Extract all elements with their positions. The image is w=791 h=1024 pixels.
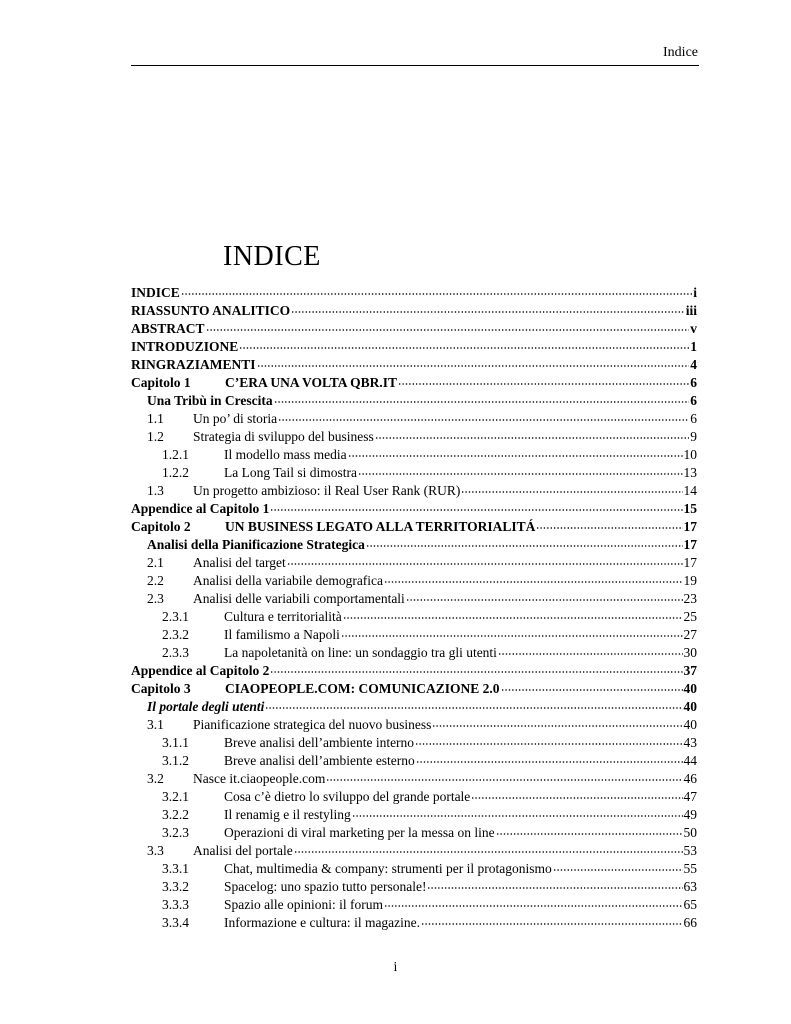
toc-entry-page: 46 [683, 771, 697, 786]
toc-entry-title: Analisi del target [193, 555, 286, 570]
toc-entry[interactable] [131, 590, 697, 608]
toc-entry-number: 1.2.2 [162, 465, 189, 480]
toc-entry[interactable] [131, 914, 697, 932]
toc-entry-title: Analisi della Pianificazione Strategica [147, 537, 365, 552]
toc-entry-title: Un progetto ambizioso: il Real User Rank (RUR) [193, 483, 461, 498]
toc-entry-title: Il familismo a Napoli [224, 627, 340, 642]
toc-entry[interactable] [131, 878, 697, 896]
dot-leader [415, 743, 682, 745]
toc-entry-number: 3.3.4 [162, 915, 189, 930]
toc-entry-page: 17 [683, 555, 697, 570]
toc-entry-number: 1.2 [147, 429, 164, 444]
dot-leader [498, 653, 683, 655]
dot-leader [287, 563, 683, 565]
toc-entry-page: 49 [683, 807, 697, 822]
toc-entry-title: UN BUSINESS LEGATO ALLA TERRITORIALITÁ [225, 519, 536, 534]
toc-entry[interactable] [131, 806, 697, 824]
toc-entry[interactable] [131, 536, 697, 554]
toc-entry[interactable] [131, 464, 697, 482]
toc-entry[interactable] [131, 608, 697, 626]
dot-leader [421, 923, 682, 925]
toc-entry-title: Appendice al Capitolo 1 [131, 501, 270, 516]
toc-entry[interactable] [131, 338, 697, 356]
toc-entry-page: 30 [683, 645, 697, 660]
toc-entry-page: 55 [683, 861, 697, 876]
toc-entry-number: 2.3.2 [162, 627, 189, 642]
dot-leader [384, 581, 682, 583]
toc-entry-number: 2.3.1 [162, 609, 189, 624]
dot-leader [274, 401, 690, 403]
toc-entry-page: 47 [683, 789, 697, 804]
toc-entry[interactable] [131, 662, 697, 680]
toc-entry-title: Analisi della variabile demografica [193, 573, 384, 588]
toc-entry-page: 17 [683, 537, 697, 552]
toc-entry-title: Analisi del portale [193, 843, 293, 858]
toc-entry[interactable] [131, 680, 697, 698]
toc-entry-title: INDICE [131, 285, 180, 300]
toc-entry[interactable] [131, 626, 697, 644]
dot-leader [553, 869, 683, 871]
toc-entry-title: Un po’ di storia [193, 411, 278, 426]
toc-entry[interactable] [131, 500, 697, 518]
dot-leader [206, 329, 690, 331]
toc-entry-title: Il modello mass media [224, 447, 347, 462]
toc-entry-title: Una Tribù in Crescita [147, 393, 273, 408]
toc-entry[interactable] [131, 734, 697, 752]
toc-entry[interactable] [131, 446, 697, 464]
dot-leader [348, 455, 683, 457]
toc-entry-number: 3.3.1 [162, 861, 189, 876]
toc-entry[interactable] [131, 392, 697, 410]
toc-entry-page: 6 [690, 393, 697, 408]
toc-entry-title: Spazio alle opinioni: il forum [224, 897, 383, 912]
toc-entry-number: 1.2.1 [162, 447, 189, 462]
dot-leader [341, 635, 683, 637]
toc-entry[interactable] [131, 896, 697, 914]
toc-entry-page: 43 [683, 735, 697, 750]
toc-entry-page: 37 [683, 663, 697, 678]
toc-entry-page: i [693, 285, 697, 300]
table-of-contents [131, 284, 697, 932]
toc-entry-number: 2.3 [147, 591, 164, 606]
toc-entry-title: C’ERA UNA VOLTA QBR.IT [225, 375, 398, 390]
toc-entry-title: Strategia di sviluppo del business [193, 429, 374, 444]
dot-leader [384, 905, 683, 907]
dot-leader [536, 527, 682, 529]
toc-entry-page: 17 [683, 519, 697, 534]
toc-entry-title: Spacelog: uno spazio tutto personale! [224, 879, 427, 894]
toc-entry-number: 3.2.2 [162, 807, 189, 822]
toc-entry-title: Operazioni di viral marketing per la messa on line [224, 825, 495, 840]
toc-entry-page: 23 [683, 591, 697, 606]
toc-entry-title: Nasce it.ciaopeople.com [193, 771, 326, 786]
toc-entry-page: 19 [683, 573, 697, 588]
toc-entry-number: Capitolo 3 [131, 681, 191, 696]
toc-entry[interactable] [131, 842, 697, 860]
toc-entry[interactable] [131, 284, 697, 302]
dot-leader [343, 617, 683, 619]
toc-entry[interactable] [131, 770, 697, 788]
dot-leader [270, 509, 682, 511]
page-title: INDICE [223, 240, 321, 272]
dot-leader [496, 833, 683, 835]
toc-entry-number: 3.1.2 [162, 753, 189, 768]
toc-entry-number: 2.2 [147, 573, 164, 588]
toc-entry-title: Cosa c’è dietro lo sviluppo del grande portale [224, 789, 471, 804]
toc-entry-title: Breve analisi dell’ambiente interno [224, 735, 415, 750]
toc-entry-page: 9 [690, 429, 697, 444]
toc-entry-title: La napoletanità on line: un sondaggio tra gli utenti [224, 645, 497, 660]
toc-entry[interactable] [131, 788, 697, 806]
dot-leader [358, 473, 682, 475]
toc-entry-title: Analisi delle variabili comportamentali [193, 591, 405, 606]
toc-entry[interactable] [131, 374, 697, 392]
dot-leader [291, 311, 685, 313]
toc-entry[interactable] [131, 302, 697, 320]
dot-leader [427, 887, 682, 889]
toc-entry-title: Chat, multimedia & company: strumenti per il protagonismo [224, 861, 552, 876]
toc-entry-number: 3.2.3 [162, 825, 189, 840]
toc-entry-number: 1.3 [147, 483, 164, 498]
dot-leader [432, 725, 682, 727]
toc-entry-number: Capitolo 2 [131, 519, 191, 534]
dot-leader [398, 383, 689, 385]
toc-entry-title: RIASSUNTO ANALITICO [131, 303, 291, 318]
toc-entry[interactable] [131, 572, 697, 590]
toc-entry-page: 6 [690, 375, 697, 390]
toc-entry-title: Appendice al Capitolo 2 [131, 663, 270, 678]
toc-entry-number: Capitolo 1 [131, 375, 191, 390]
toc-entry-title: Il portale degli utenti [147, 699, 265, 714]
dot-leader [352, 815, 683, 817]
toc-entry[interactable] [131, 554, 697, 572]
toc-entry[interactable] [131, 644, 697, 662]
toc-entry-title: Pianificazione strategica del nuovo business [193, 717, 432, 732]
toc-entry-page: 14 [683, 483, 697, 498]
toc-entry[interactable] [131, 410, 697, 428]
toc-entry-page: 13 [683, 465, 697, 480]
toc-entry-number: 3.3.3 [162, 897, 189, 912]
toc-entry[interactable] [131, 698, 697, 716]
toc-entry-page: 65 [683, 897, 697, 912]
toc-entry-page: 44 [683, 753, 697, 768]
toc-entry[interactable] [131, 518, 697, 536]
toc-entry-page: 10 [683, 447, 697, 462]
toc-entry[interactable] [131, 716, 697, 734]
dot-leader [294, 851, 683, 853]
dot-leader [181, 293, 692, 295]
toc-entry[interactable] [131, 320, 697, 338]
dot-leader [471, 797, 682, 799]
toc-entry-title: Cultura e territorialità [224, 609, 342, 624]
dot-leader [270, 671, 682, 673]
toc-entry-number: 2.1 [147, 555, 164, 570]
toc-entry-title: ABSTRACT [131, 321, 205, 336]
toc-entry-number: 3.1.1 [162, 735, 189, 750]
toc-entry-number: 3.1 [147, 717, 164, 732]
header-rule [131, 65, 699, 66]
toc-entry-number: 1.1 [147, 411, 164, 426]
toc-entry-number: 3.2.1 [162, 789, 189, 804]
toc-entry-page: 40 [683, 717, 697, 732]
toc-entry-number: 3.3 [147, 843, 164, 858]
running-header: Indice [663, 45, 698, 60]
toc-entry-number: 2.3.3 [162, 645, 189, 660]
toc-entry[interactable] [131, 824, 697, 842]
toc-entry[interactable] [131, 482, 697, 500]
toc-entry-number: 3.3.2 [162, 879, 189, 894]
toc-entry-page: 50 [683, 825, 697, 840]
toc-entry-page: 40 [683, 699, 697, 714]
toc-entry-page: 15 [683, 501, 697, 516]
dot-leader [461, 491, 682, 493]
toc-entry-page: v [690, 321, 697, 336]
dot-leader [265, 707, 682, 709]
dot-leader [501, 689, 683, 691]
toc-entry-page: 27 [683, 627, 697, 642]
toc-entry-page: 25 [683, 609, 697, 624]
toc-entry-title: Informazione e cultura: il magazine. [224, 915, 421, 930]
toc-entry-title: Il renamig e il restyling [224, 807, 351, 822]
toc-entry-number: 3.2 [147, 771, 164, 786]
toc-entry-page: 4 [690, 357, 697, 372]
toc-entry-page: iii [685, 303, 697, 318]
toc-entry-title: INTRODUZIONE [131, 339, 239, 354]
dot-leader [406, 599, 683, 601]
toc-entry-page: 63 [683, 879, 697, 894]
dot-leader [239, 347, 689, 349]
toc-entry-title: Breve analisi dell’ambiente esterno [224, 753, 415, 768]
dot-leader [416, 761, 683, 763]
toc-entry-page: 6 [690, 411, 697, 426]
toc-entry[interactable] [131, 428, 697, 446]
toc-entry[interactable] [131, 860, 697, 878]
dot-leader [278, 419, 689, 421]
toc-entry-page: 40 [683, 681, 697, 696]
dot-leader [375, 437, 690, 439]
toc-entry-title: CIAOPEOPLE.COM: COMUNICAZIONE 2.0 [225, 681, 500, 696]
dot-leader [257, 365, 690, 367]
toc-entry-page: 1 [690, 339, 697, 354]
dot-leader [326, 779, 682, 781]
toc-entry[interactable] [131, 356, 697, 374]
toc-entry-page: 53 [683, 843, 697, 858]
toc-entry[interactable] [131, 752, 697, 770]
toc-entry-title: RINGRAZIAMENTI [131, 357, 256, 372]
toc-entry-page: 66 [683, 915, 697, 930]
toc-entry-title: La Long Tail si dimostra [224, 465, 358, 480]
page-number: i [393, 960, 398, 975]
dot-leader [366, 545, 683, 547]
